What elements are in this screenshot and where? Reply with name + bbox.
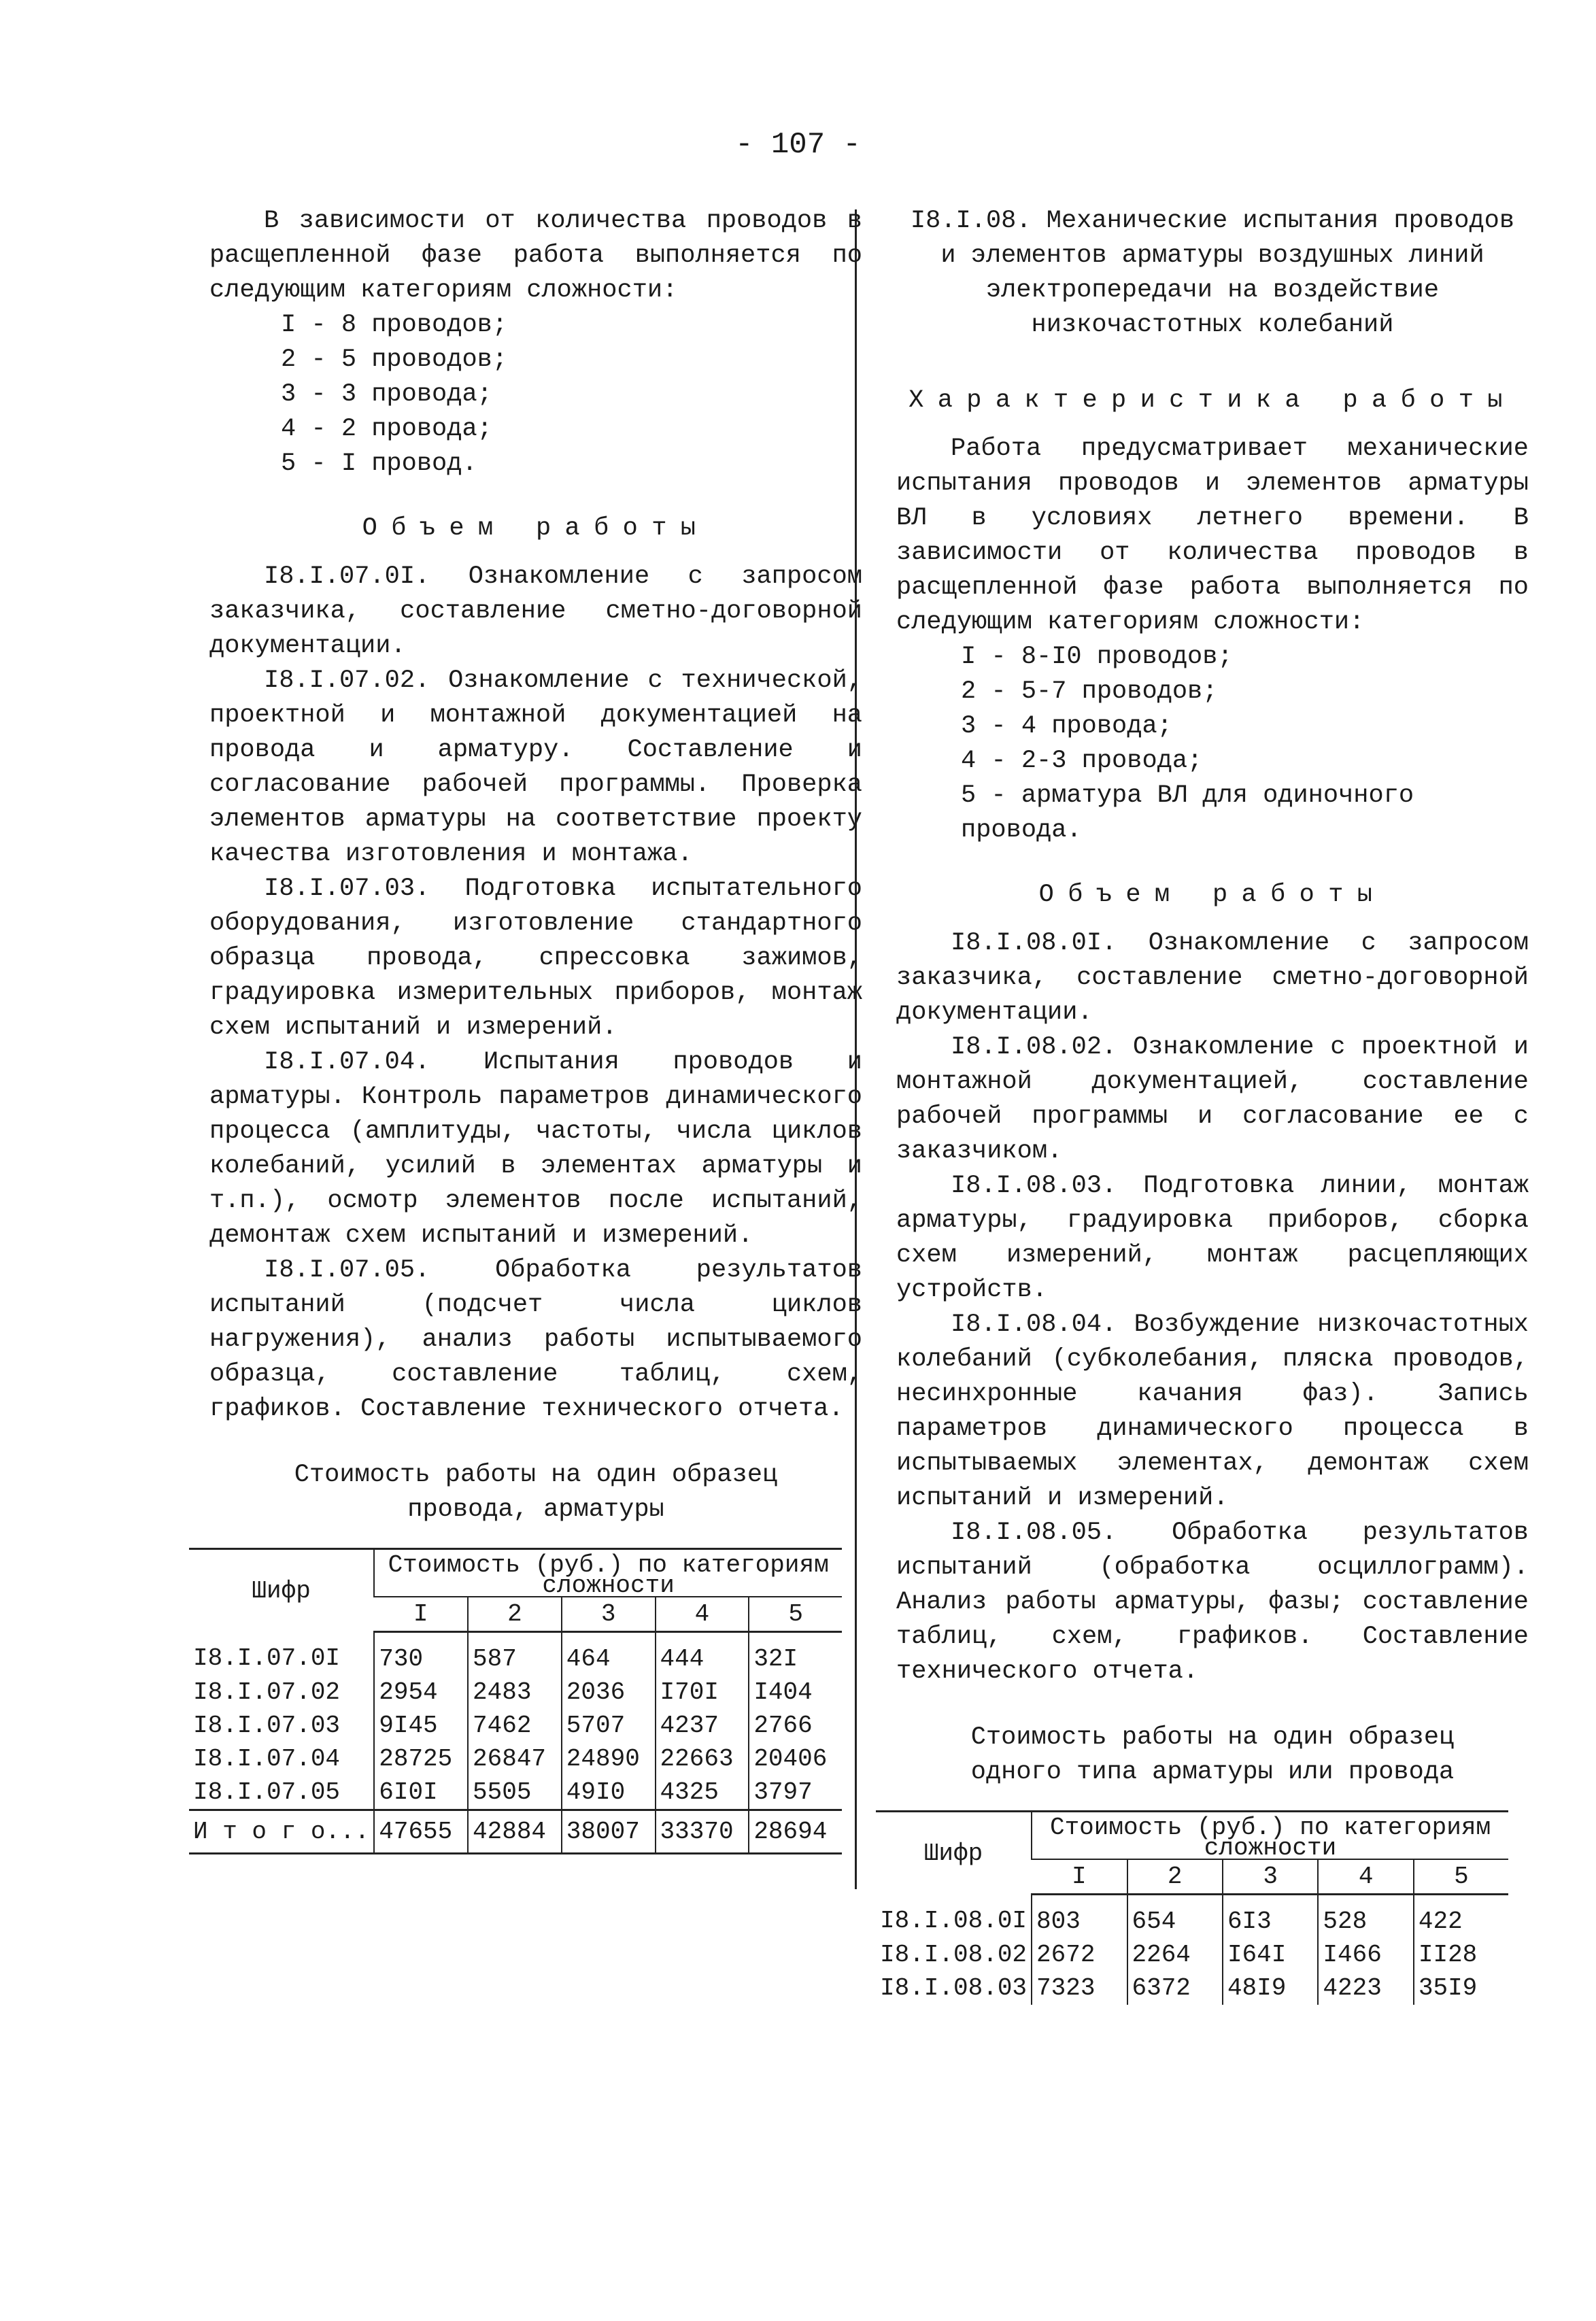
total-value: 47655 bbox=[374, 1810, 468, 1854]
cell-value: 7323 bbox=[1032, 1971, 1127, 2005]
cell-value: 48I9 bbox=[1223, 1971, 1318, 2005]
cell-value: 2036 bbox=[562, 1676, 656, 1709]
list-item: 4 - 2-3 провода; bbox=[961, 747, 1203, 775]
cell-value: 5707 bbox=[562, 1709, 656, 1742]
category-header: 3 bbox=[1223, 1859, 1318, 1895]
characteristic-paragraph: Работа предусматривает механические испытания проводов и элементов арматуры ВЛ в условиях летнего времени. В зависимости от количества проводов в расщепленной фазе работа выполняется по следующим категориям сложности: bbox=[896, 435, 1529, 637]
cost-group-header: Стоимость (руб.) по категориям сложности bbox=[374, 1549, 842, 1597]
characteristic-heading: Характеристика работы bbox=[909, 386, 1516, 415]
caption-line: одного типа арматуры или провода bbox=[970, 1758, 1455, 1786]
total-value: 42884 bbox=[468, 1810, 562, 1854]
cell-value: 6372 bbox=[1127, 1971, 1223, 2005]
cell-value: 730 bbox=[374, 1632, 468, 1676]
category-header: 5 bbox=[749, 1597, 842, 1632]
cell-value: I64I bbox=[1223, 1938, 1318, 1971]
left-column bbox=[193, 204, 862, 1854]
cipher-header: Шифр bbox=[876, 1812, 1032, 1895]
scope-item: I8.I.08.03. Подготовка линии, монтаж арматуры, градуировка приборов, сборка схем измерений, монтаж расцепляющих устройств. bbox=[896, 1172, 1529, 1304]
cell-code: I8.I.07.02 bbox=[193, 1678, 341, 1706]
total-value: 33370 bbox=[656, 1810, 749, 1854]
scope-item: I8.I.07.05. Обработка результатов испытаний (подсчет числа циклов нагружения), анализ работы испытываемого образца, составление таблиц, схем, графиков. Составление технического отчета. bbox=[209, 1256, 862, 1423]
cell-value: 2672 bbox=[1032, 1938, 1127, 1971]
table-caption bbox=[209, 1458, 862, 1527]
category-list bbox=[281, 308, 862, 481]
cell-value: 422 bbox=[1414, 1895, 1508, 1939]
cost-group-header: Стоимость (руб.) по категориям сложности bbox=[1032, 1812, 1508, 1860]
cell-value: 24890 bbox=[562, 1742, 656, 1776]
cell-value: I404 bbox=[749, 1676, 842, 1709]
cell-value: 26847 bbox=[468, 1742, 562, 1776]
total-value: 28694 bbox=[749, 1810, 842, 1854]
cell-value: 6I3 bbox=[1223, 1895, 1318, 1939]
scope-item: I8.I.07.0I. Ознакомление с запросом заказчика, составление сметно-договорной документации. bbox=[209, 562, 862, 660]
cell-value: 4325 bbox=[656, 1776, 749, 1810]
scope-item: I8.I.08.02. Ознакомление с проектной и монтажной документацией, составление рабочей программы и согласование ее с заказчиком. bbox=[896, 1033, 1529, 1166]
table-row bbox=[189, 1632, 842, 1676]
cell-value: 32I bbox=[749, 1632, 842, 1676]
cell-value: 6I0I bbox=[374, 1776, 468, 1810]
table-row bbox=[189, 1776, 842, 1810]
cell-value: II28 bbox=[1414, 1938, 1508, 1971]
category-list bbox=[961, 640, 1529, 848]
cell-code: I8.I.07.03 bbox=[193, 1712, 341, 1740]
caption-line: провода, арматуры bbox=[407, 1495, 664, 1524]
cell-value: 2264 bbox=[1127, 1938, 1223, 1971]
cell-value: I70I bbox=[656, 1676, 749, 1709]
scope-item: I8.I.08.0I. Ознакомление с запросом заказчика, составление сметно-договорной документации. bbox=[896, 929, 1529, 1027]
category-header: I bbox=[1032, 1859, 1127, 1895]
cell-value: 22663 bbox=[656, 1742, 749, 1776]
caption-line: Стоимость работы на один образец bbox=[970, 1723, 1455, 1752]
scope-item: I8.I.08.04. Возбуждение низкочастотных колебаний (субколебания, пляска проводов, несинхронные качания фаз). Запись параметров динамического процесса в испытываемых элементах, демонтаж схем испытаний и измерений. bbox=[896, 1310, 1529, 1512]
cell-value: I466 bbox=[1318, 1938, 1413, 1971]
scope-item: I8.I.08.05. Обработка результатов испытаний (обработка осциллограмм). Анализ работы арматуры, фазы; составление таблиц, схем, графиков. Составление технического отчета. bbox=[896, 1519, 1529, 1686]
scope-heading: Объем работы bbox=[1038, 881, 1387, 909]
category-header: 2 bbox=[1127, 1859, 1223, 1895]
category-header: 4 bbox=[1318, 1859, 1413, 1895]
table-row bbox=[876, 1971, 1508, 2005]
total-label: И т о г о... bbox=[189, 1810, 374, 1854]
title-line: I8.I.08. Механические испытания проводов bbox=[910, 207, 1515, 235]
list-item: 3 - 3 провода; bbox=[281, 380, 492, 409]
scope-item: I8.I.07.04. Испытания проводов и арматуры. Контроль параметров динамического процесса (амплитуды, частоты, числа циклов колебаний, усилий в элементах арматуры и т.п.), осмотр элементов после испытаний, демонтаж схем испытаний и измерений. bbox=[209, 1048, 862, 1250]
table-row bbox=[189, 1676, 842, 1709]
title-line: электропередачи на воздействие bbox=[985, 276, 1440, 305]
cell-value: 5505 bbox=[468, 1776, 562, 1810]
cell-value: 464 bbox=[562, 1632, 656, 1676]
right-column bbox=[880, 204, 1529, 2005]
cell-value: 2766 bbox=[749, 1709, 842, 1742]
scope-item: I8.I.07.03. Подготовка испытательного оборудования, изготовление стандартного образца провода, спрессовка зажимов, градуировка измерительных приборов, монтаж схем испытаний и измерений. bbox=[209, 875, 862, 1042]
total-value: 38007 bbox=[562, 1810, 656, 1854]
table-caption bbox=[896, 1721, 1529, 1790]
cell-value: 587 bbox=[468, 1632, 562, 1676]
cell-value: 528 bbox=[1318, 1895, 1413, 1939]
caption-line: Стоимость работы на один образец bbox=[294, 1461, 778, 1489]
table-row bbox=[876, 1938, 1508, 1971]
cell-code: I8.I.07.0I bbox=[193, 1644, 341, 1673]
cell-value: 9I45 bbox=[374, 1709, 468, 1742]
category-header: 2 bbox=[468, 1597, 562, 1632]
table-row bbox=[189, 1742, 842, 1776]
cell-code: I8.I.08.0I bbox=[880, 1907, 1028, 1935]
table-row bbox=[876, 1895, 1508, 1939]
cell-value: 654 bbox=[1127, 1895, 1223, 1939]
category-header: I bbox=[374, 1597, 468, 1632]
title-line: и элементов арматуры воздушных линий bbox=[940, 241, 1484, 270]
list-item: 5 - I провод. bbox=[281, 450, 477, 478]
cipher-header: Шифр bbox=[189, 1549, 374, 1632]
cell-value: 4237 bbox=[656, 1709, 749, 1742]
table-row bbox=[189, 1709, 842, 1742]
list-item: 5 - арматура ВЛ для одиночного провода. bbox=[961, 781, 1414, 845]
cell-value: 444 bbox=[656, 1632, 749, 1676]
title-line: низкочастотных колебаний bbox=[1031, 311, 1394, 339]
cell-code: I8.I.08.03 bbox=[880, 1974, 1028, 2002]
cell-value: 2954 bbox=[374, 1676, 468, 1709]
cell-code: I8.I.08.02 bbox=[880, 1941, 1028, 1969]
cost-table bbox=[189, 1548, 842, 1854]
cell-value: 49I0 bbox=[562, 1776, 656, 1810]
cell-value: 803 bbox=[1032, 1895, 1127, 1939]
total-row bbox=[189, 1810, 842, 1854]
list-item: I - 8-I0 проводов; bbox=[961, 643, 1233, 671]
cell-value: 2483 bbox=[468, 1676, 562, 1709]
cell-value: 20406 bbox=[749, 1742, 842, 1776]
list-item: 3 - 4 провода; bbox=[961, 712, 1172, 741]
category-header: 4 bbox=[656, 1597, 749, 1632]
cell-value: 3797 bbox=[749, 1776, 842, 1810]
cell-code: I8.I.07.04 bbox=[193, 1745, 341, 1773]
intro-paragraph: В зависимости от количества проводов в расщепленной фазе работа выполняется по следующим категориям сложности: bbox=[209, 207, 862, 305]
list-item: 2 - 5 проводов; bbox=[281, 345, 508, 374]
scope-item: I8.I.07.02. Ознакомление с технической, проектной и монтажной документацией на провода и арматуру. Составление и согласование рабочей программы. Проверка элементов арматуры на соответствие проекту качества изготовления и монтажа. bbox=[209, 666, 862, 868]
list-item: I - 8 проводов; bbox=[281, 311, 508, 339]
category-header: 5 bbox=[1414, 1859, 1508, 1895]
cell-value: 35I9 bbox=[1414, 1971, 1508, 2005]
list-item: 2 - 5-7 проводов; bbox=[961, 677, 1218, 706]
cost-table bbox=[876, 1810, 1508, 2005]
cell-value: 7462 bbox=[468, 1709, 562, 1742]
page-number: - 107 - bbox=[735, 128, 861, 162]
section-title bbox=[896, 204, 1529, 343]
cell-code: I8.I.07.05 bbox=[193, 1778, 341, 1806]
list-item: 4 - 2 провода; bbox=[281, 415, 492, 443]
category-header: 3 bbox=[562, 1597, 656, 1632]
cell-value: 4223 bbox=[1318, 1971, 1413, 2005]
cell-value: 28725 bbox=[374, 1742, 468, 1776]
scope-heading: Объем работы bbox=[362, 514, 710, 543]
